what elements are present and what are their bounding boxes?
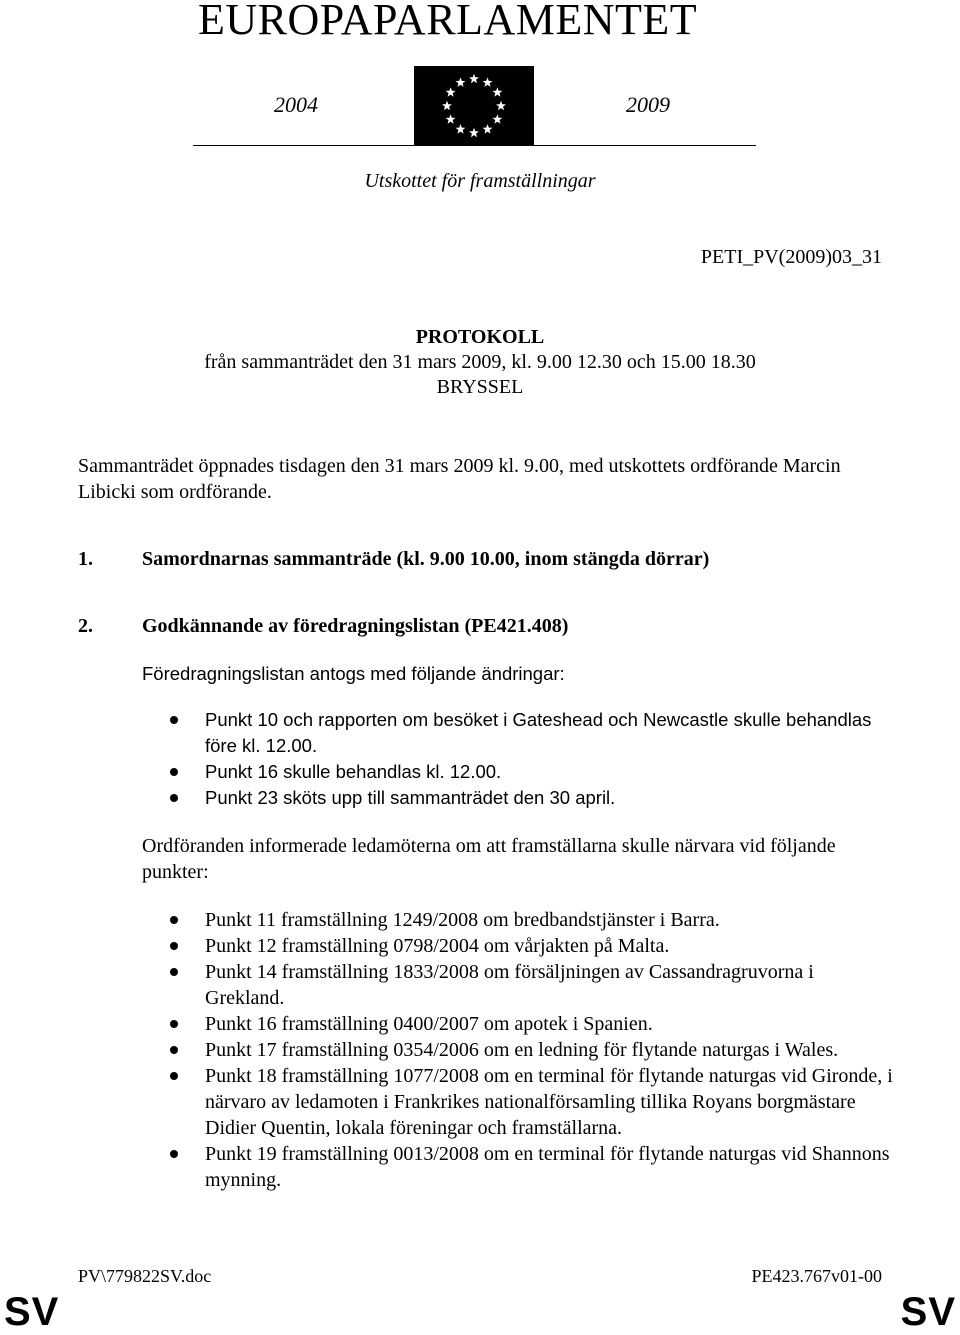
footer-pe-number: PE423.767v01-00: [751, 1266, 882, 1286]
committee-name: Utskottet för framställningar: [364, 170, 596, 192]
meeting-subtitle: från sammanträdet den 31 mars 2009, kl. 9.00 12.30 och 15.00 18.30: [204, 351, 756, 373]
header-divider: [193, 145, 756, 146]
term-start-year: 2004: [274, 92, 318, 117]
section-number: 2.: [78, 615, 93, 637]
agenda-changes-list: [165, 707, 895, 811]
list-item: Punkt 16 skulle behandlas kl. 12.00.: [165, 759, 895, 785]
section-title: Samordnarnas sammanträde (kl. 9.00 10.00, inom stängda dörrar): [142, 548, 710, 570]
list-item: Punkt 17 framställning 0354/2006 om en ledning för flytande naturgas i Wales.: [165, 1037, 895, 1063]
section-heading-2: [78, 615, 568, 638]
section-heading-1: [78, 548, 709, 571]
list-item: Punkt 23 sköts upp till sammanträdet den 30 april.: [165, 785, 895, 811]
footer-filename: PV\779822SV.doc: [78, 1266, 212, 1286]
list-item: Punkt 16 framställning 0400/2007 om apotek i Spanien.: [165, 1011, 895, 1037]
opening-paragraph: Sammanträdet öppnades tisdagen den 31 mars 2009 kl. 9.00, med utskottets ordförande Marcin Libicki som ordförande.: [78, 455, 841, 503]
document-reference: PETI_PV(2009)03_31: [700, 246, 882, 268]
institution-title: EUROPAPARLAMENTET: [198, 0, 698, 44]
attendance-lead: Ordföranden informerade ledamöterna om att framställarna skulle närvara vid följande punkter:: [142, 835, 836, 883]
language-code-right: SV: [900, 1290, 956, 1334]
term-end-year: 2009: [626, 92, 670, 117]
list-item: Punkt 10 och rapporten om besöket i Gateshead och Newcastle skulle behandlas före kl. 12.00.: [165, 707, 895, 759]
list-item: Punkt 14 framställning 1833/2008 om försäljningen av Cassandragruvorna i Grekland.: [165, 959, 895, 1011]
document-title: PROTOKOLL: [415, 326, 545, 348]
section-title: Godkännande av föredragningslistan (PE421.408): [142, 615, 569, 637]
list-item: Punkt 12 framställning 0798/2004 om vårjakten på Malta.: [165, 933, 895, 959]
agenda-changes-lead: Föredragningslistan antogs med följande ändringar:: [142, 663, 565, 684]
list-item: Punkt 18 framställning 1077/2008 om en terminal för flytande naturgas vid Gironde, i närvaro av ledamoten i Frankrikes nationalförsamling tillika Royans borgmästare Didier Quentin, lokala föreningar och framställarna.: [165, 1063, 895, 1141]
list-item: Punkt 19 framställning 0013/2008 om en terminal för flytande naturgas vid Shannons mynning.: [165, 1141, 895, 1193]
section-number: 1.: [78, 548, 93, 570]
list-item: Punkt 11 framställning 1249/2008 om bredbandstjänster i Barra.: [165, 907, 895, 933]
meeting-location: BRYSSEL: [436, 376, 524, 398]
attendance-list: [165, 907, 895, 1193]
language-code-left: SV: [4, 1290, 60, 1334]
eu-flag-icon: [414, 66, 534, 146]
